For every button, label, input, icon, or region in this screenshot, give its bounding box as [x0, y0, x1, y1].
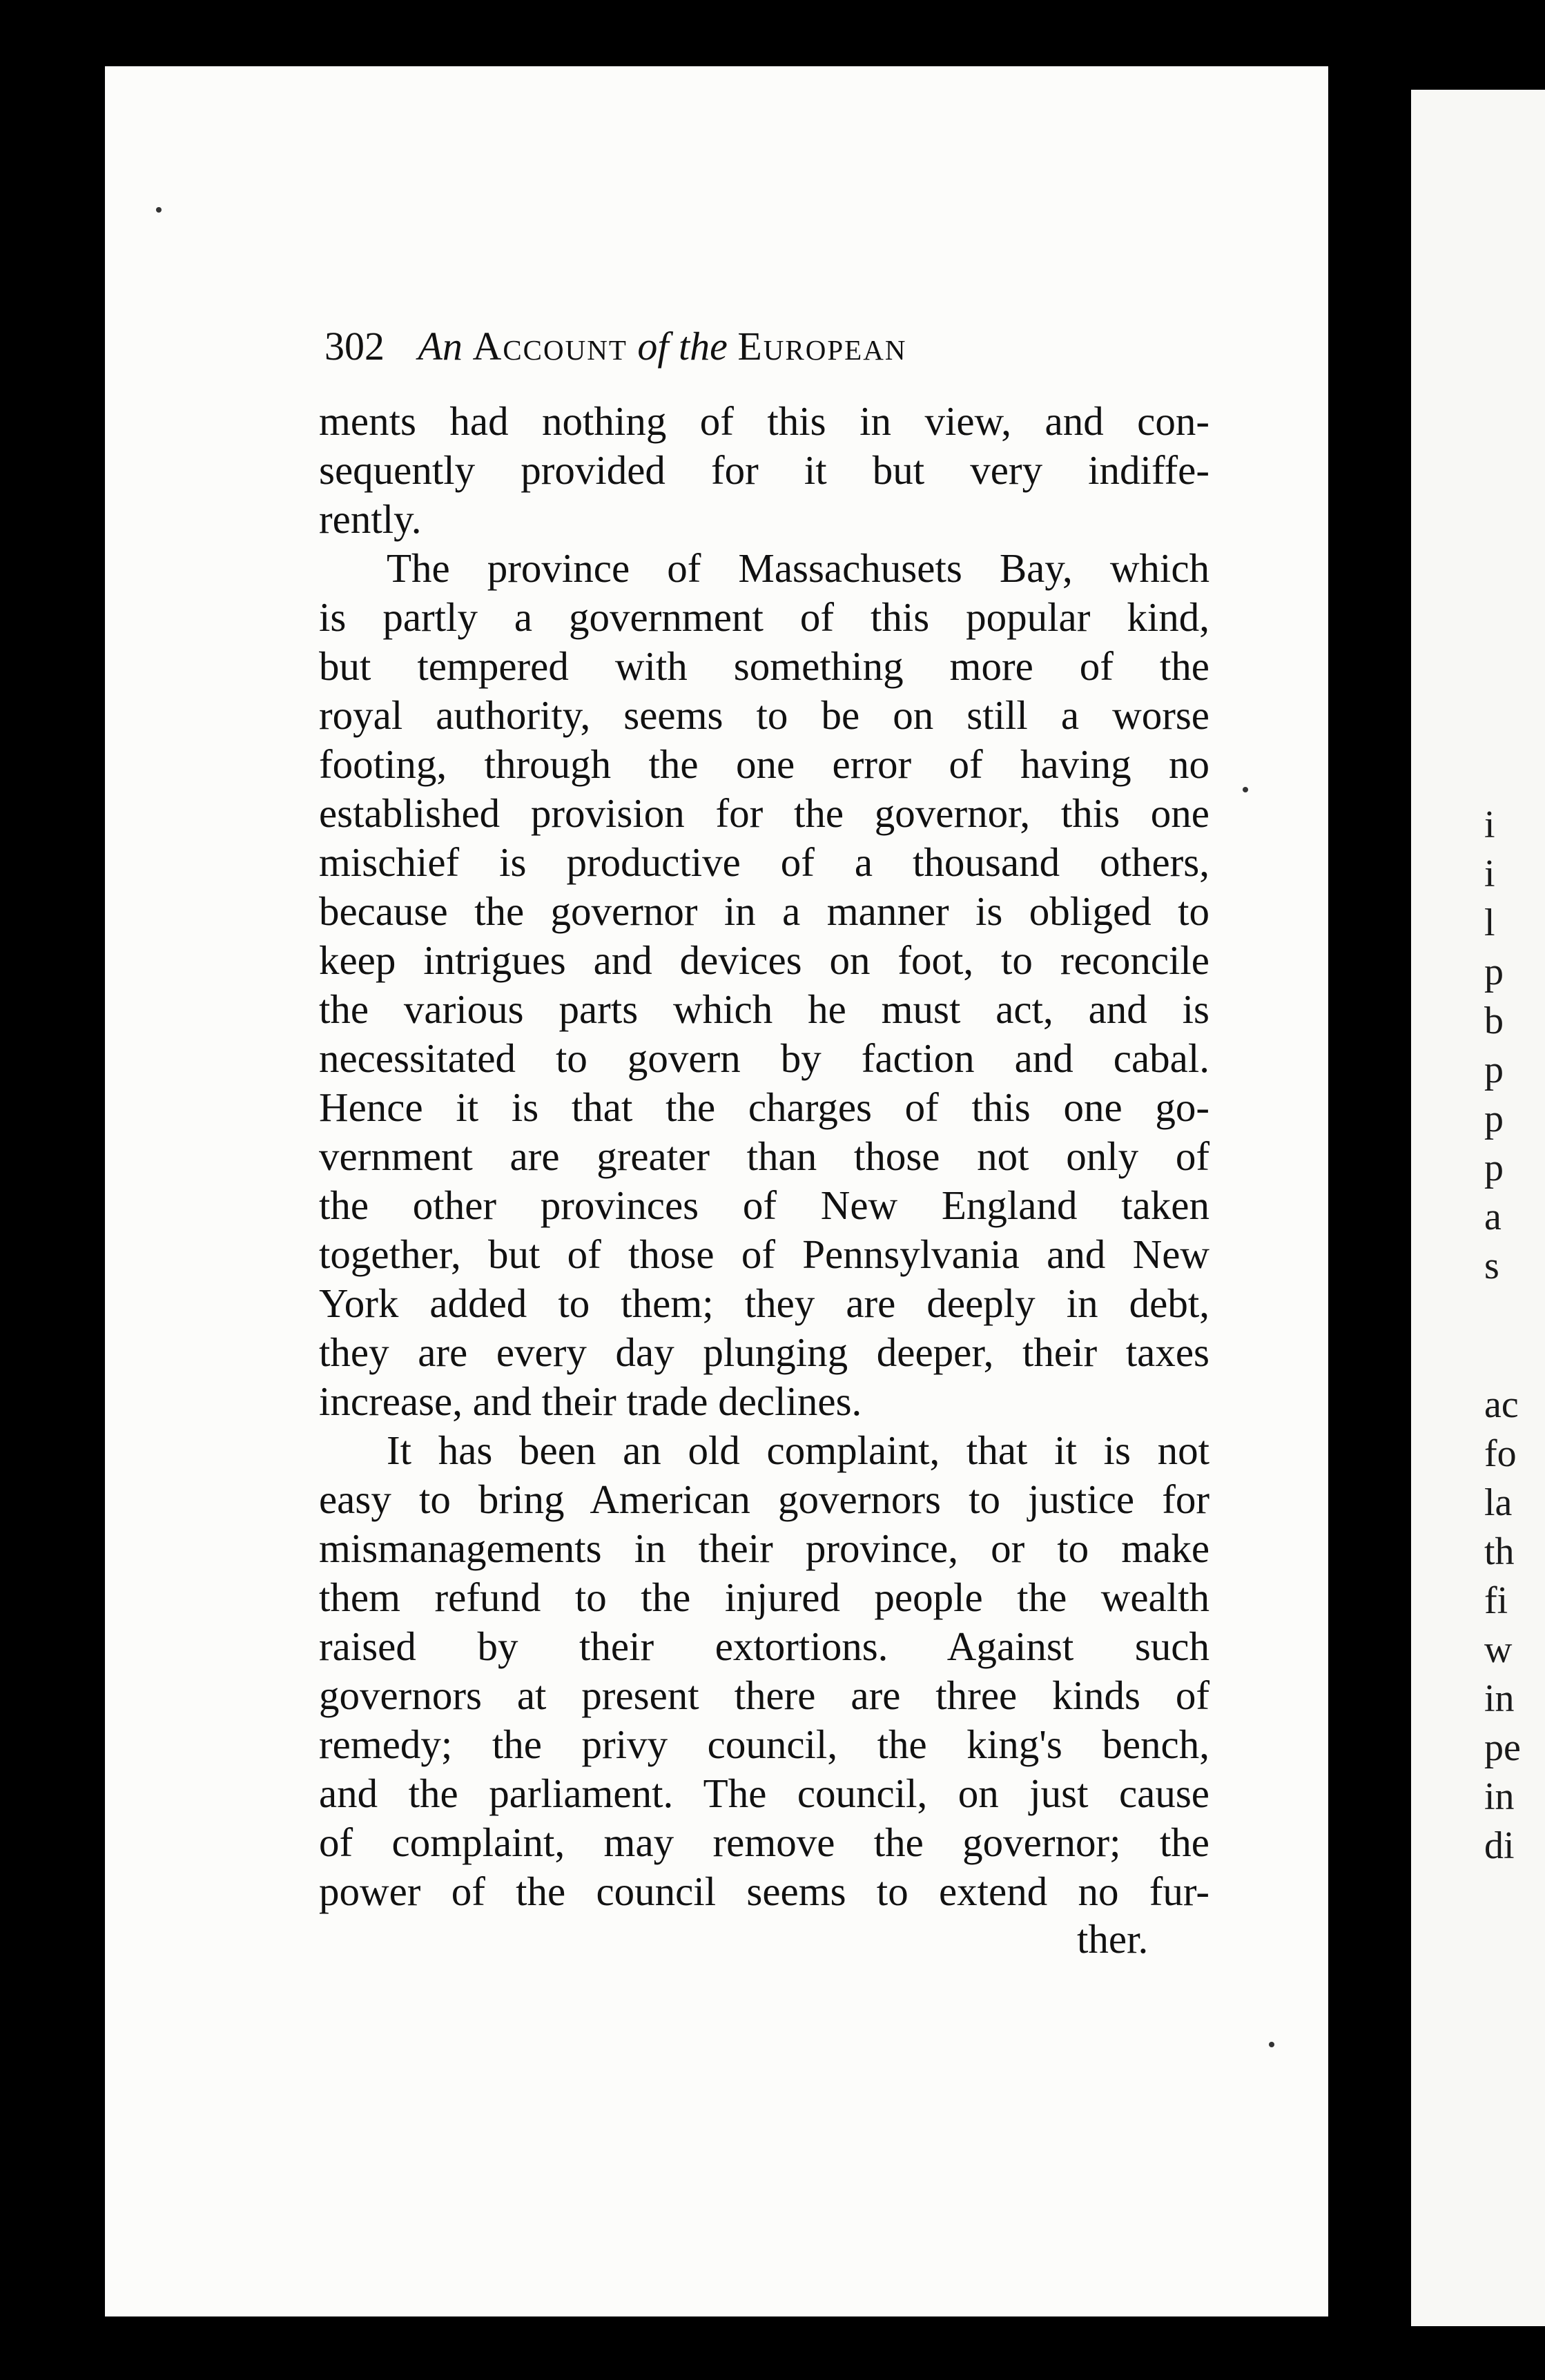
edge-fragment: p	[1484, 1098, 1504, 1140]
edge-fragment: p	[1484, 1048, 1504, 1091]
header-word-of: of	[637, 324, 669, 369]
text-line: together, but of those of Pennsylvania and New	[319, 1231, 1209, 1277]
edge-fragment: s	[1484, 1245, 1499, 1287]
edge-fragment: in	[1484, 1677, 1515, 1720]
text-line: sequently provided for it but very indiffe-	[319, 447, 1209, 493]
text-line: rently.	[319, 496, 422, 542]
header-word-european: European	[737, 324, 907, 369]
edge-gap	[1484, 1291, 1545, 1381]
text-line: because the governor in a manner is obliged to	[319, 888, 1209, 934]
text-line: raised by their extortions. Against such	[319, 1623, 1209, 1669]
text-line: governors at present there are three kinds of	[319, 1672, 1209, 1718]
header-word-an: An	[418, 324, 463, 369]
body-text	[319, 397, 1209, 1916]
edge-fragment: th	[1484, 1530, 1515, 1573]
header-word-account: Account	[472, 324, 628, 369]
page-number: 302	[324, 324, 385, 369]
text-line: It has been an old complaint, that it is not	[387, 1427, 1209, 1473]
text-line: The province of Massachusets Bay, which	[387, 545, 1209, 591]
edge-fragment: p	[1484, 950, 1504, 993]
scan-speck	[1269, 2042, 1274, 2047]
edge-fragment: la	[1484, 1481, 1513, 1524]
edge-fragment: b	[1484, 999, 1504, 1042]
edge-fragment: a	[1484, 1196, 1502, 1238]
text-line: York added to them; they are deeply in debt,	[319, 1280, 1209, 1326]
text-line: established provision for the governor, this one	[319, 790, 1209, 836]
text-line: power of the council seems to extend no fur-	[319, 1869, 1209, 1914]
edge-fragment: ac	[1484, 1383, 1519, 1426]
text-line: the various parts which he must act, and is	[319, 986, 1209, 1032]
text-line: them refund to the injured people the wealth	[319, 1574, 1209, 1620]
text-line: mischief is productive of a thousand others,	[319, 839, 1209, 885]
text-line: easy to bring American governors to justice for	[319, 1476, 1209, 1522]
edge-fragment: pe	[1484, 1726, 1521, 1769]
edge-fragment: fi	[1484, 1579, 1508, 1622]
facing-page-text-fragments	[1484, 801, 1545, 1871]
text-line: keep intrigues and devices on foot, to reconcile	[319, 937, 1209, 983]
text-line: and the parliament. The council, on just cause	[319, 1771, 1209, 1816]
text-line: Hence it is that the charges of this one go-	[319, 1084, 1209, 1130]
text-line: ments had nothing of this in view, and con-	[319, 398, 1209, 444]
edge-fragment: fo	[1484, 1432, 1517, 1475]
text-line: but tempered with something more of the	[319, 643, 1209, 689]
text-line: remedy; the privy council, the king's bench,	[319, 1721, 1209, 1767]
text-line: is partly a government of this popular kind,	[319, 594, 1209, 640]
text-line: of complaint, may remove the governor; the	[319, 1820, 1209, 1865]
text-line: increase, and their trade declines.	[319, 1378, 862, 1424]
edge-fragment: di	[1484, 1824, 1515, 1867]
edge-fragment: w	[1484, 1628, 1513, 1671]
edge-fragment: in	[1484, 1775, 1515, 1818]
text-line: necessitated to govern by faction and cabal.	[319, 1035, 1209, 1081]
scan-speck	[1243, 787, 1248, 792]
scan-speck	[156, 207, 162, 213]
edge-fragment: l	[1484, 901, 1495, 944]
text-line: footing, through the one error of having no	[319, 741, 1209, 787]
text-line: royal authority, seems to be on still a worse	[319, 692, 1209, 738]
text-line: the other provinces of New England taken	[319, 1182, 1209, 1228]
text-line: they are every day plunging deeper, their taxes	[319, 1329, 1209, 1375]
running-header	[324, 323, 1105, 378]
edge-fragment: i	[1484, 852, 1495, 895]
edge-fragment: p	[1484, 1147, 1504, 1189]
text-line: vernment are greater than those not only of	[319, 1133, 1209, 1179]
catchword: ther.	[1077, 1916, 1149, 1962]
text-line: mismanagements in their province, or to make	[319, 1525, 1209, 1571]
header-word-the: the	[679, 324, 728, 369]
edge-fragment: i	[1484, 803, 1495, 846]
